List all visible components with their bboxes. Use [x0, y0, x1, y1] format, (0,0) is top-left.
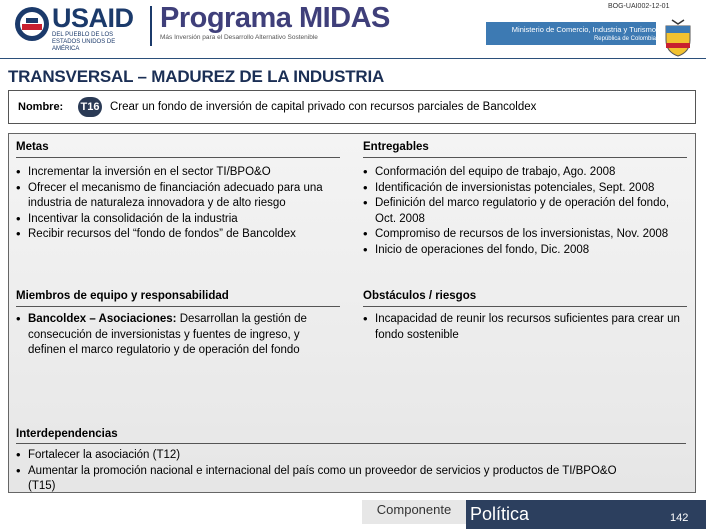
- obstaculos-heading: Obstáculos / riesgos: [363, 290, 477, 302]
- list-item: • Incrementar la inversión en el sector TI/BPO&O: [16, 165, 342, 181]
- entregables-heading: Entregables: [363, 141, 429, 153]
- program-title: Programa MIDAS: [160, 2, 390, 34]
- colombia-crest-icon: [660, 18, 696, 58]
- logo-divider: [150, 6, 152, 46]
- interdependencias-rule: [16, 443, 686, 444]
- obstaculos-rule: [363, 306, 687, 307]
- page-title: TRANSVERSAL – MADUREZ DE LA INDUSTRIA: [8, 67, 385, 86]
- team-responsibility: Desarrollan la gestión de consecución de inversionistas y fuentes de ingreso, y definen el marco regulatorio y de operación del fondo: [28, 313, 307, 356]
- component-value: Política: [470, 504, 530, 524]
- list-item: • Inicio de operaciones del fondo, Dic. 2008: [363, 243, 691, 259]
- list-item: • Conformación del equipo de trabajo, Ago. 2008: [363, 165, 691, 181]
- list-item: • Recibir recursos del “fondo de fondos” de Bancoldex: [16, 227, 342, 243]
- initiative-badge: T16: [78, 97, 102, 117]
- list-item: • Identificación de inversionistas potenciales, Sept. 2008: [363, 181, 691, 197]
- initiative-name: Crear un fondo de inversión de capital privado con recursos parciales de Bancoldex: [110, 101, 537, 113]
- name-label: Nombre:: [18, 101, 64, 113]
- interdependencias-list: [16, 448, 628, 495]
- metas-heading: Metas: [16, 141, 49, 153]
- ministry-name: Ministerio de Comercio, Industria y Turismo: [511, 25, 656, 34]
- miembros-heading: Miembros de equipo y responsabilidad: [16, 290, 229, 302]
- metas-rule: [16, 157, 340, 158]
- component-label: Componente: [362, 500, 466, 524]
- list-item: • Incentivar la consolidación de la industria: [16, 212, 342, 228]
- list-item: • Incapacidad de reunir los recursos suficientes para crear un fondo sostenible: [363, 312, 683, 343]
- list-item: • Fortalecer la asociación (T12): [16, 448, 628, 464]
- usaid-tagline: DEL PUEBLO DE LOS ESTADOS UNIDOS DE AMÉRICA: [52, 32, 116, 52]
- list-item: • Aumentar la promoción nacional e internacional del país como un proveedor de servicios y productos de TI/BPO&O (T15): [16, 464, 628, 495]
- ministry-country: República de Colombia: [593, 36, 656, 42]
- list-item: [16, 312, 338, 359]
- entregables-list: [363, 165, 691, 258]
- team-name: Bancoldex – Asociaciones:: [28, 313, 177, 325]
- obstaculos-list: [363, 312, 683, 343]
- list-item: • Compromiso de recursos de los inversionistas, Nov. 2008: [363, 227, 691, 243]
- miembros-rule: [16, 306, 340, 307]
- entregables-rule: [363, 157, 687, 158]
- document-code: BOG-UAI002-12-01: [608, 3, 670, 10]
- miembros-list: [16, 312, 338, 359]
- usaid-name: USAID: [52, 3, 134, 33]
- list-item: • Definición del marco regulatorio y de operación del fondo, Oct. 2008: [363, 196, 691, 227]
- metas-list: [16, 165, 342, 243]
- usaid-logo: [14, 6, 50, 42]
- header-divider: [0, 58, 706, 59]
- program-tagline: Más Inversión para el Desarrollo Alternativo Sostenible: [160, 34, 318, 41]
- page-number: 142: [670, 512, 689, 524]
- list-item: • Ofrecer el mecanismo de financiación adecuado para una industria de naturaleza innovadora y de alto riesgo: [16, 181, 342, 212]
- interdependencias-heading: Interdependencias: [16, 428, 118, 440]
